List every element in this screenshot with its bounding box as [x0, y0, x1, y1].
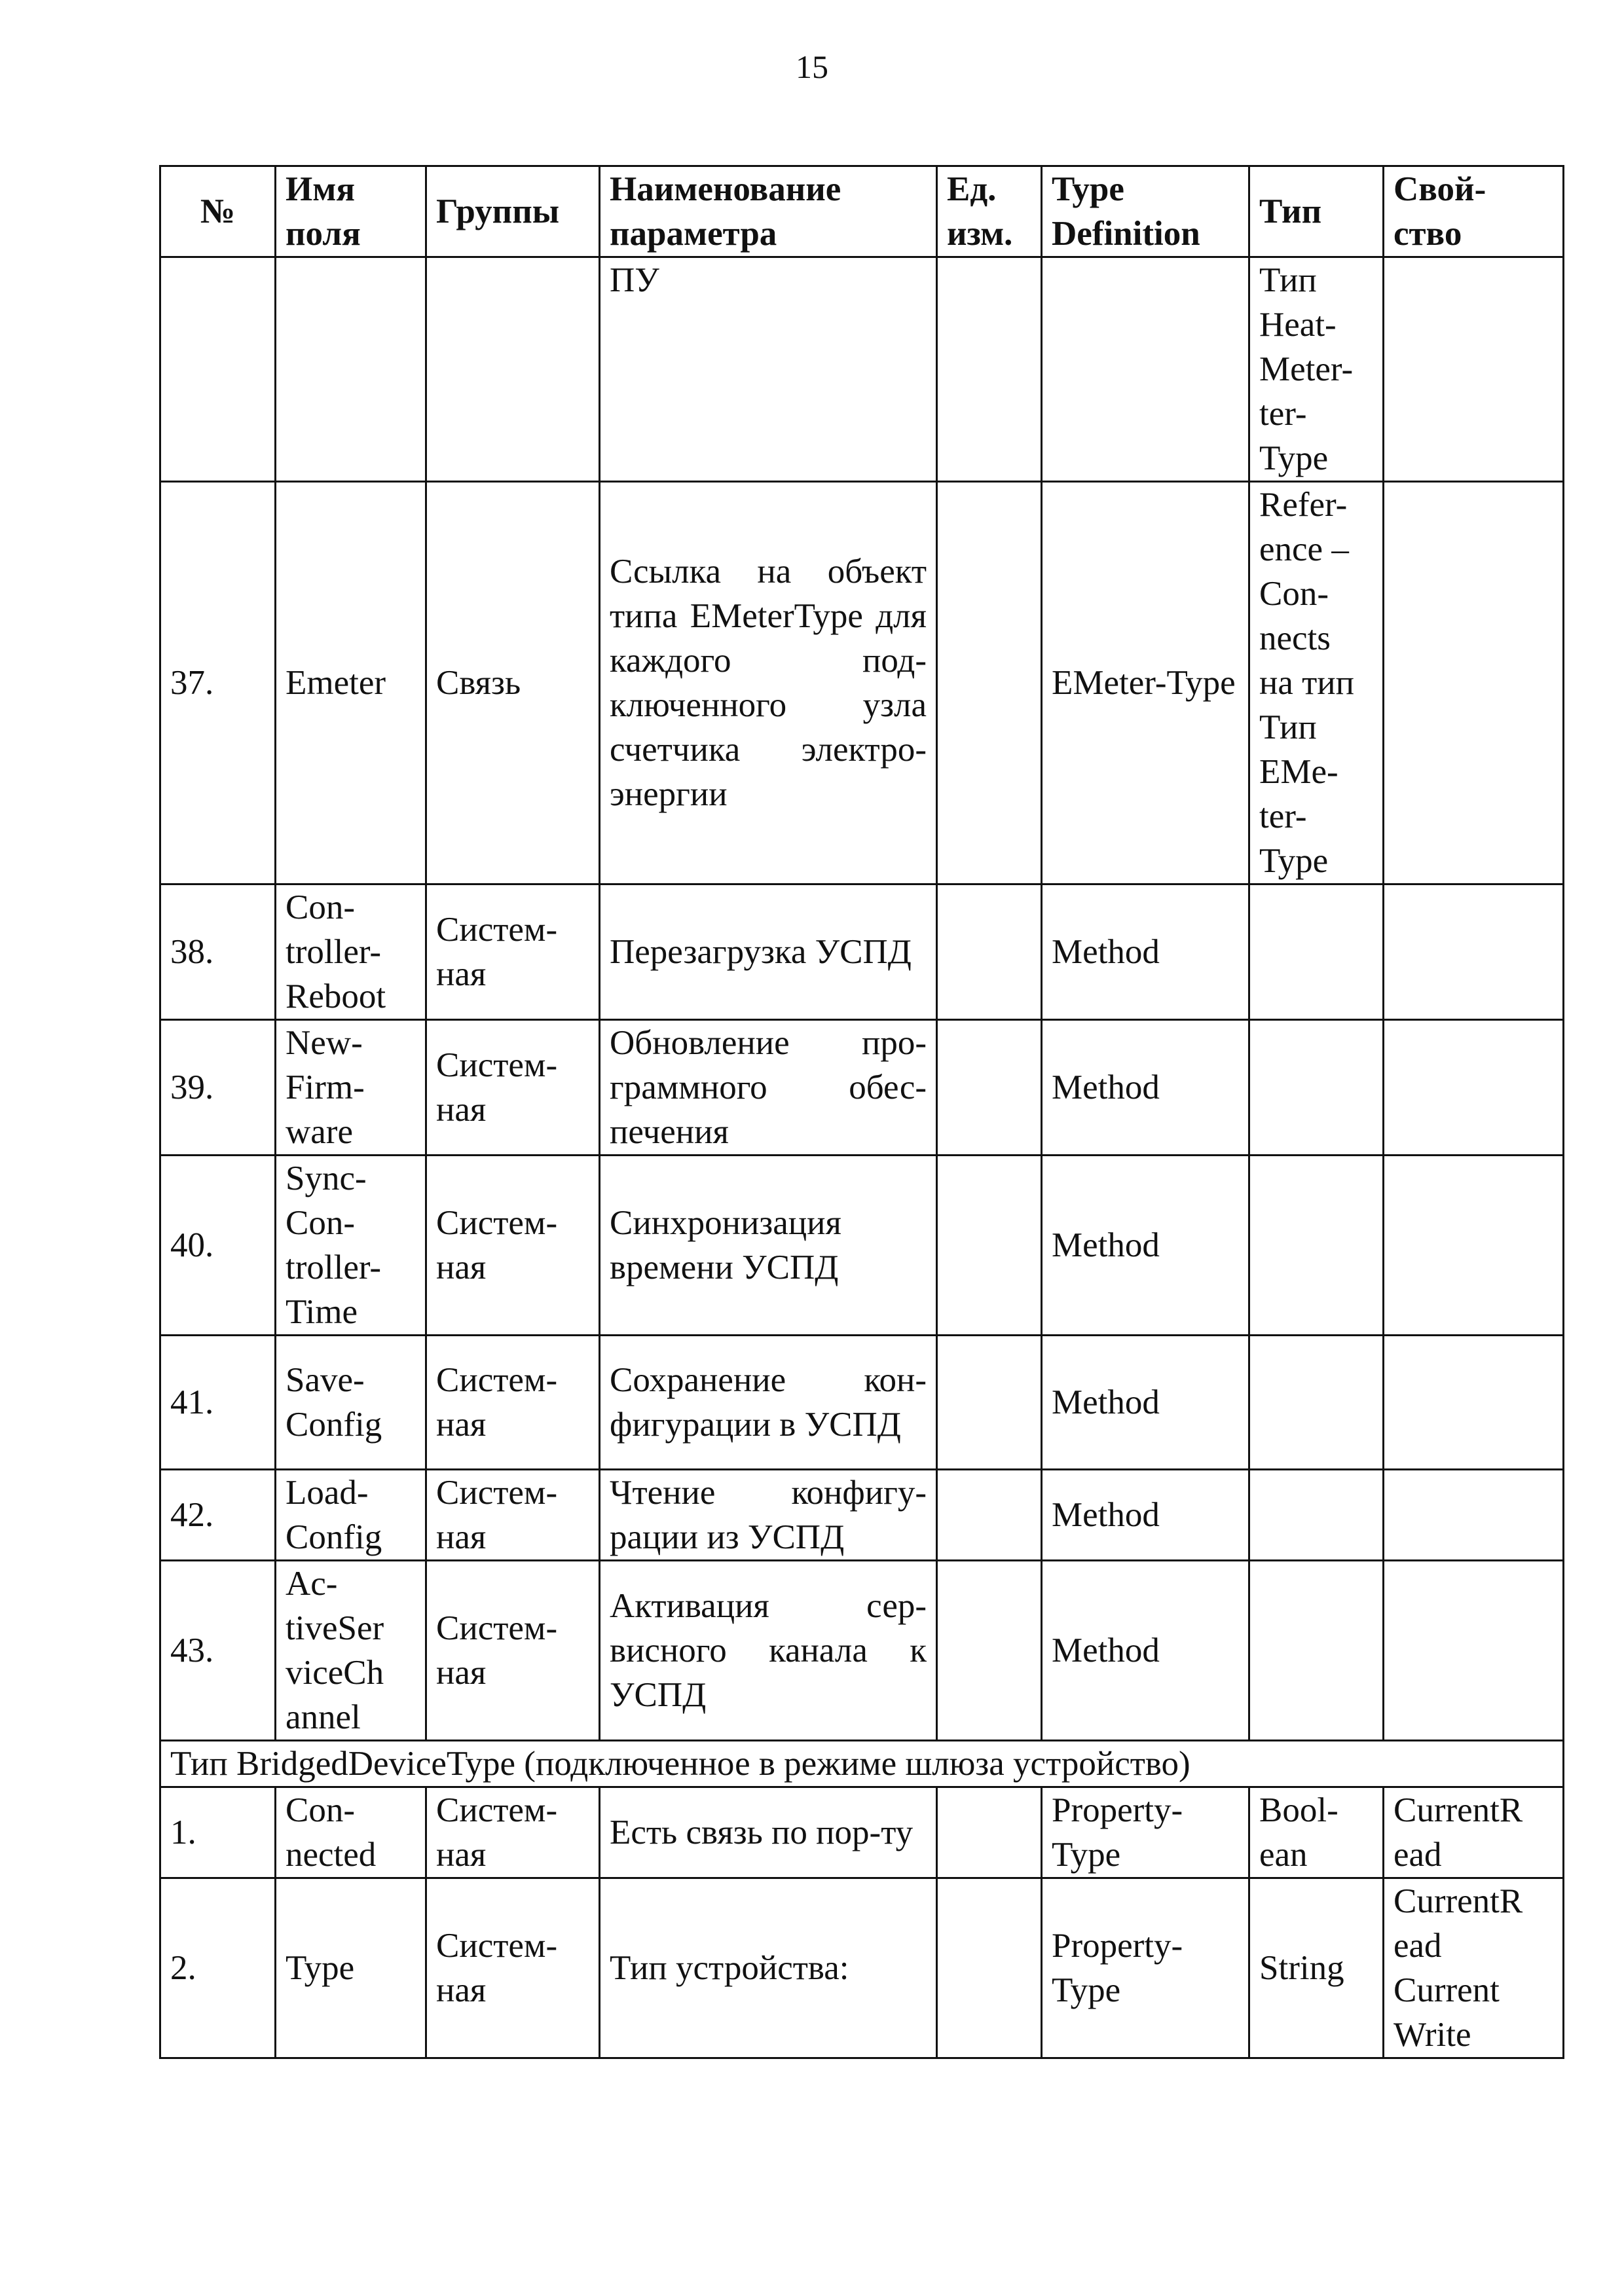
cell-number: 43.	[160, 1561, 276, 1741]
cell-group: Систем-ная	[426, 1787, 600, 1878]
cell-property: CurrentR ead Current Write	[1384, 1878, 1564, 2058]
cell-type-definition: Method	[1042, 1561, 1249, 1741]
header-parameter-name: Наименование параметра	[600, 166, 937, 257]
cell-type	[1249, 1336, 1384, 1470]
header-type-definition: Type Definition	[1042, 166, 1249, 257]
cell-parameter-name: Обновление про-граммного обес-печения	[600, 1020, 937, 1156]
cell-type	[1249, 1561, 1384, 1741]
cell-field-name: Type	[276, 1878, 426, 2058]
cell-unit	[937, 257, 1042, 482]
cell-parameter-name: Сохранение кон-фигурации в УСПД	[600, 1336, 937, 1470]
cell-unit	[937, 1470, 1042, 1561]
cell-unit	[937, 1020, 1042, 1156]
cell-group: Связь	[426, 482, 600, 884]
cell-type-definition: Property-Type	[1042, 1787, 1249, 1878]
cell-parameter-name: Перезагрузка УСПД	[600, 884, 937, 1020]
cell-unit	[937, 1787, 1042, 1878]
header-groups: Группы	[426, 166, 600, 257]
cell-unit	[937, 1561, 1042, 1741]
cell-type-definition: EMeter-Type	[1042, 482, 1249, 884]
cell-unit	[937, 482, 1042, 884]
cell-number: 39.	[160, 1020, 276, 1156]
cell-property	[1384, 257, 1564, 482]
cell-group	[426, 257, 600, 482]
cell-field-name: Sync-Con-troller-Time	[276, 1156, 426, 1336]
cell-property	[1384, 1020, 1564, 1156]
cell-parameter-name: Ссылка на объект типа EMeterType для каждого под-ключенного узла счетчика электро-энергии	[600, 482, 937, 884]
cell-group: Систем-ная	[426, 1878, 600, 2058]
cell-parameter-name: ПУ	[600, 257, 937, 482]
cell-unit	[937, 884, 1042, 1020]
cell-type-definition: Method	[1042, 884, 1249, 1020]
section-header-row	[160, 1741, 1564, 1787]
cell-property	[1384, 1336, 1564, 1470]
cell-field-name: Con-troller-Reboot	[276, 884, 426, 1020]
header-property: Свой-ство	[1384, 166, 1564, 257]
table-row	[160, 1156, 1564, 1336]
cell-group: Систем-ная	[426, 1561, 600, 1741]
cell-number: 38.	[160, 884, 276, 1020]
cell-group: Систем-ная	[426, 1020, 600, 1156]
cell-field-name	[276, 257, 426, 482]
cell-parameter-name: Есть связь по пор-ту	[600, 1787, 937, 1878]
table-header-row	[160, 166, 1564, 257]
header-type: Тип	[1249, 166, 1384, 257]
cell-group: Систем-ная	[426, 1156, 600, 1336]
cell-property	[1384, 1156, 1564, 1336]
table-row	[160, 884, 1564, 1020]
cell-type-definition	[1042, 257, 1249, 482]
cell-field-name: Save-Config	[276, 1336, 426, 1470]
cell-number	[160, 257, 276, 482]
cell-field-name: Load-Config	[276, 1470, 426, 1561]
cell-unit	[937, 1336, 1042, 1470]
cell-parameter-name: Тип устройства:	[600, 1878, 937, 2058]
cell-group: Систем-ная	[426, 884, 600, 1020]
table-row	[160, 482, 1564, 884]
cell-property: CurrentR ead	[1384, 1787, 1564, 1878]
cell-group: Систем-ная	[426, 1470, 600, 1561]
header-number: №	[160, 166, 276, 257]
cell-parameter-name: Синхронизация времени УСПД	[600, 1156, 937, 1336]
cell-type: Bool-ean	[1249, 1787, 1384, 1878]
cell-number: 37.	[160, 482, 276, 884]
cell-type-definition: Method	[1042, 1156, 1249, 1336]
section-title: Тип BridgedDeviceType (подключенное в режиме шлюза устройство)	[160, 1741, 1564, 1787]
table-row	[160, 1470, 1564, 1561]
cell-type	[1249, 1470, 1384, 1561]
cell-type: Тип Heat-Meter-ter-Type	[1249, 257, 1384, 482]
cell-unit	[937, 1156, 1042, 1336]
table-row	[160, 1561, 1564, 1741]
cell-property	[1384, 1561, 1564, 1741]
cell-number: 2.	[160, 1878, 276, 2058]
cell-type	[1249, 884, 1384, 1020]
table-row	[160, 1787, 1564, 1878]
table-row-continuation	[160, 257, 1564, 482]
cell-number: 1.	[160, 1787, 276, 1878]
cell-number: 42.	[160, 1470, 276, 1561]
page-number: 15	[796, 48, 828, 85]
cell-type: Refer-ence – Con-nects на тип Тип EMe-ter-Type	[1249, 482, 1384, 884]
table-row	[160, 1336, 1564, 1470]
cell-type-definition: Method	[1042, 1336, 1249, 1470]
header-field-name: Имя поля	[276, 166, 426, 257]
cell-parameter-name: Чтение конфигу-рации из УСПД	[600, 1470, 937, 1561]
cell-property	[1384, 884, 1564, 1020]
cell-field-name: Emeter	[276, 482, 426, 884]
cell-field-name: Ac-tiveSer viceCh annel	[276, 1561, 426, 1741]
cell-parameter-name: Активация сер-висного канала к УСПД	[600, 1561, 937, 1741]
table-row	[160, 1020, 1564, 1156]
cell-type	[1249, 1156, 1384, 1336]
cell-property	[1384, 482, 1564, 884]
cell-field-name: New-Firm-ware	[276, 1020, 426, 1156]
cell-unit	[937, 1878, 1042, 2058]
cell-type	[1249, 1020, 1384, 1156]
cell-type: String	[1249, 1878, 1384, 2058]
cell-type-definition: Property-Type	[1042, 1878, 1249, 2058]
cell-property	[1384, 1470, 1564, 1561]
cell-field-name: Con-nected	[276, 1787, 426, 1878]
parameters-table	[159, 165, 1564, 2059]
header-unit: Ед. изм.	[937, 166, 1042, 257]
cell-number: 40.	[160, 1156, 276, 1336]
cell-type-definition: Method	[1042, 1470, 1249, 1561]
cell-number: 41.	[160, 1336, 276, 1470]
table-row	[160, 1878, 1564, 2058]
cell-type-definition: Method	[1042, 1020, 1249, 1156]
cell-group: Систем-ная	[426, 1336, 600, 1470]
